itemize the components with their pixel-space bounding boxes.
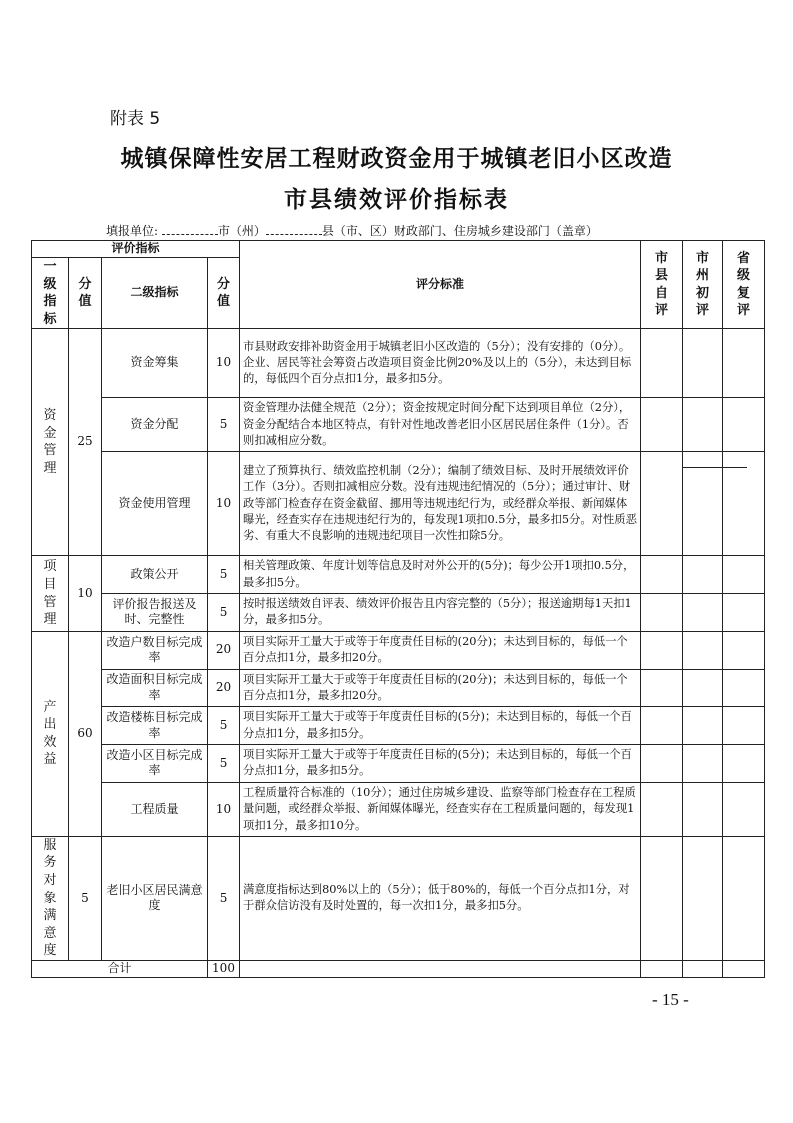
- filing-unit-line: [106, 222, 598, 239]
- criteria-cell: 建立了预算执行、绩效监控机制（2分）；编制了绩效目标、及时开展绩效评价工作（3分）。否则扣减相应分数。没有违规违纪情况的（5分）；通过审计、财政等部门检查存在资金截留、挪用等违规违纪行为，或经群众举报、新闻媒体曝光，经查实存在违规违纪行为的，每发现1项扣0.5分，最多扣5分。对性质恶劣、有重大不良影响的违规违纪项目一次性扣除5分。: [240, 452, 641, 556]
- level2-name: 改造面积目标完成率: [102, 669, 208, 707]
- group-score: 10: [69, 556, 102, 632]
- province-eval-cell[interactable]: [723, 594, 765, 632]
- group-score: 25: [69, 329, 102, 556]
- self-eval-cell[interactable]: [641, 556, 683, 594]
- total-city-eval-cell[interactable]: [683, 960, 723, 977]
- self-eval-cell[interactable]: [641, 329, 683, 398]
- level2-score: 5: [208, 836, 240, 960]
- header-score1-text: 分值: [78, 276, 92, 310]
- page-number: - 15 -: [652, 990, 689, 1009]
- city-eval-cell[interactable]: [683, 745, 723, 783]
- group-name: 产出效益: [43, 699, 57, 768]
- group-name: 资金管理: [43, 408, 57, 476]
- county-blank: [266, 224, 322, 235]
- level2-name: 改造楼栋目标完成率: [102, 707, 208, 745]
- criteria-cell: 市县财政安排补助资金用于城镇老旧小区改造的（5分）；没有安排的（0分）。企业、居民等社会筹资占改造项目资金比例20%及以上的（5分），未达到目标的，每低四个百分点扣1分，最多扣5分。: [240, 329, 641, 398]
- province-eval-cell[interactable]: [723, 745, 765, 783]
- filing-unit-label: 填报单位:: [106, 224, 162, 238]
- evaluation-table: [31, 240, 765, 978]
- city-blank: [162, 224, 218, 235]
- header-self-eval: [641, 241, 683, 329]
- total-self-eval-cell[interactable]: [641, 960, 683, 977]
- level2-score: 5: [208, 556, 240, 594]
- level2-score: 10: [208, 329, 240, 398]
- total-label: 合计: [32, 960, 208, 977]
- header-city-eval: [683, 241, 723, 329]
- self-eval-cell[interactable]: [641, 452, 683, 556]
- province-eval-cell[interactable]: [723, 398, 765, 452]
- city-eval-cell[interactable]: [683, 782, 723, 836]
- header-city-eval-text: 市州初评: [696, 250, 710, 319]
- province-eval-cell[interactable]: [723, 782, 765, 836]
- header-level2: 二级指标: [102, 258, 208, 329]
- level2-name: 政策公开: [102, 556, 208, 594]
- eval-column-divider: [683, 467, 747, 468]
- header-criteria: 评分标准: [240, 241, 641, 329]
- group-cell: [32, 556, 69, 632]
- city-eval-cell[interactable]: [683, 556, 723, 594]
- group-name: 项目管理: [43, 559, 57, 628]
- level2-name: 工程质量: [102, 782, 208, 836]
- header-indicators: 评价指标: [32, 241, 240, 258]
- level2-name: 改造小区目标完成率: [102, 745, 208, 783]
- criteria-cell: 按时报送绩效自评表、绩效评价报告且内容完整的（5分）；报送逾期每1天扣1分，最多扣5分。: [240, 594, 641, 632]
- province-eval-cell[interactable]: [723, 836, 765, 960]
- level2-name: 资金使用管理: [102, 452, 208, 556]
- total-province-eval-cell[interactable]: [723, 960, 765, 977]
- criteria-cell: 项目实际开工量大于或等于年度责任目标的(5分)；未达到目标的，每低一个百分点扣1分，最多扣5分。: [240, 745, 641, 783]
- criteria-cell: 资金管理办法健全规范（2分）；资金按规定时间分配下达到项目单位（2分），资金分配结合本地区特点，有针对性地改善老旧小区居民居住条件（1分）。否则扣减相应分数。: [240, 398, 641, 452]
- filing-city-label: 市（州）: [217, 224, 266, 238]
- level2-name: 资金筹集: [102, 329, 208, 398]
- header-province-eval: [723, 241, 765, 329]
- total-criteria-cell: [240, 960, 641, 977]
- province-eval-cell[interactable]: [723, 669, 765, 707]
- city-eval-cell[interactable]: [683, 707, 723, 745]
- level2-name: 改造户数目标完成率: [102, 631, 208, 669]
- group-score: 60: [69, 631, 102, 836]
- group-cell: [32, 329, 69, 556]
- self-eval-cell[interactable]: [641, 836, 683, 960]
- self-eval-cell[interactable]: [641, 594, 683, 632]
- level2-name: 老旧小区居民满意度: [102, 836, 208, 960]
- criteria-cell: 项目实际开工量大于或等于年度责任目标的(20分)；未达到目标的，每低一个百分点扣1分，最多扣20分。: [240, 669, 641, 707]
- level2-score: 5: [208, 707, 240, 745]
- self-eval-cell[interactable]: [641, 707, 683, 745]
- city-eval-cell[interactable]: [683, 631, 723, 669]
- criteria-cell: 满意度指标达到80%以上的（5分）；低于80%的，每低一个百分点扣1分，对于群众信访没有及时处置的，每一次扣1分，最多扣5分。: [240, 836, 641, 960]
- appendix-label: 附表 5: [110, 109, 161, 129]
- title-line-2: 市县绩效评价指标表: [284, 187, 509, 213]
- self-eval-cell[interactable]: [641, 782, 683, 836]
- self-eval-cell[interactable]: [641, 669, 683, 707]
- city-eval-cell[interactable]: [683, 594, 723, 632]
- header-score1: [69, 258, 102, 329]
- level2-score: 10: [208, 452, 240, 556]
- province-eval-cell[interactable]: [723, 707, 765, 745]
- province-eval-cell[interactable]: [723, 556, 765, 594]
- title-line-1: 城镇保障性安居工程财政资金用于城镇老旧小区改造: [120, 146, 673, 172]
- level2-score: 5: [208, 594, 240, 632]
- group-cell: [32, 631, 69, 836]
- group-score: 5: [69, 836, 102, 960]
- city-eval-cell[interactable]: [683, 398, 723, 452]
- header-level1-text: 一级指标: [43, 259, 57, 327]
- criteria-cell: 项目实际开工量大于或等于年度责任目标的(20分)；未达到目标的，每低一个百分点扣1分，最多扣20分。: [240, 631, 641, 669]
- level2-name: 评价报告报送及时、完整性: [102, 594, 208, 632]
- self-eval-cell[interactable]: [641, 631, 683, 669]
- header-score2-text: 分值: [216, 276, 230, 310]
- total-score: 100: [208, 960, 240, 977]
- province-eval-cell[interactable]: [723, 329, 765, 398]
- level2-score: 5: [208, 745, 240, 783]
- header-level1: [32, 258, 69, 329]
- city-eval-cell[interactable]: [683, 669, 723, 707]
- group-cell: [32, 836, 69, 960]
- level2-score: 20: [208, 631, 240, 669]
- self-eval-cell[interactable]: [641, 398, 683, 452]
- header-score2: [208, 258, 240, 329]
- group-name: 服务对象满意度: [43, 837, 57, 959]
- city-eval-cell[interactable]: [683, 329, 723, 398]
- criteria-cell: 相关管理政策、年度计划等信息及时对外公开的(5分)；每少公开1项扣0.5分，最多扣5分。: [240, 556, 641, 594]
- self-eval-cell[interactable]: [641, 745, 683, 783]
- header-province-eval-text: 省级复评: [737, 250, 751, 319]
- criteria-cell: 项目实际开工量大于或等于年度责任目标的(5分)；未达到目标的，每低一个百分点扣1分，最多扣5分。: [240, 707, 641, 745]
- criteria-cell: 工程质量符合标准的（10分）；通过住房城乡建设、监察等部门检查存在工程质量问题，或经群众举报、新闻媒体曝光，经查实存在工程质量问题的，每发现1项扣1分，最多扣10分。: [240, 782, 641, 836]
- province-eval-cell[interactable]: [723, 631, 765, 669]
- level2-name: 资金分配: [102, 398, 208, 452]
- city-eval-cell[interactable]: [683, 836, 723, 960]
- header-self-eval-text: 市县自评: [655, 250, 669, 319]
- level2-score: 10: [208, 782, 240, 836]
- level2-score: 20: [208, 669, 240, 707]
- level2-score: 5: [208, 398, 240, 452]
- filing-county-label: 县（市、区）财政部门、住房城乡建设部门（盖章）: [321, 224, 598, 238]
